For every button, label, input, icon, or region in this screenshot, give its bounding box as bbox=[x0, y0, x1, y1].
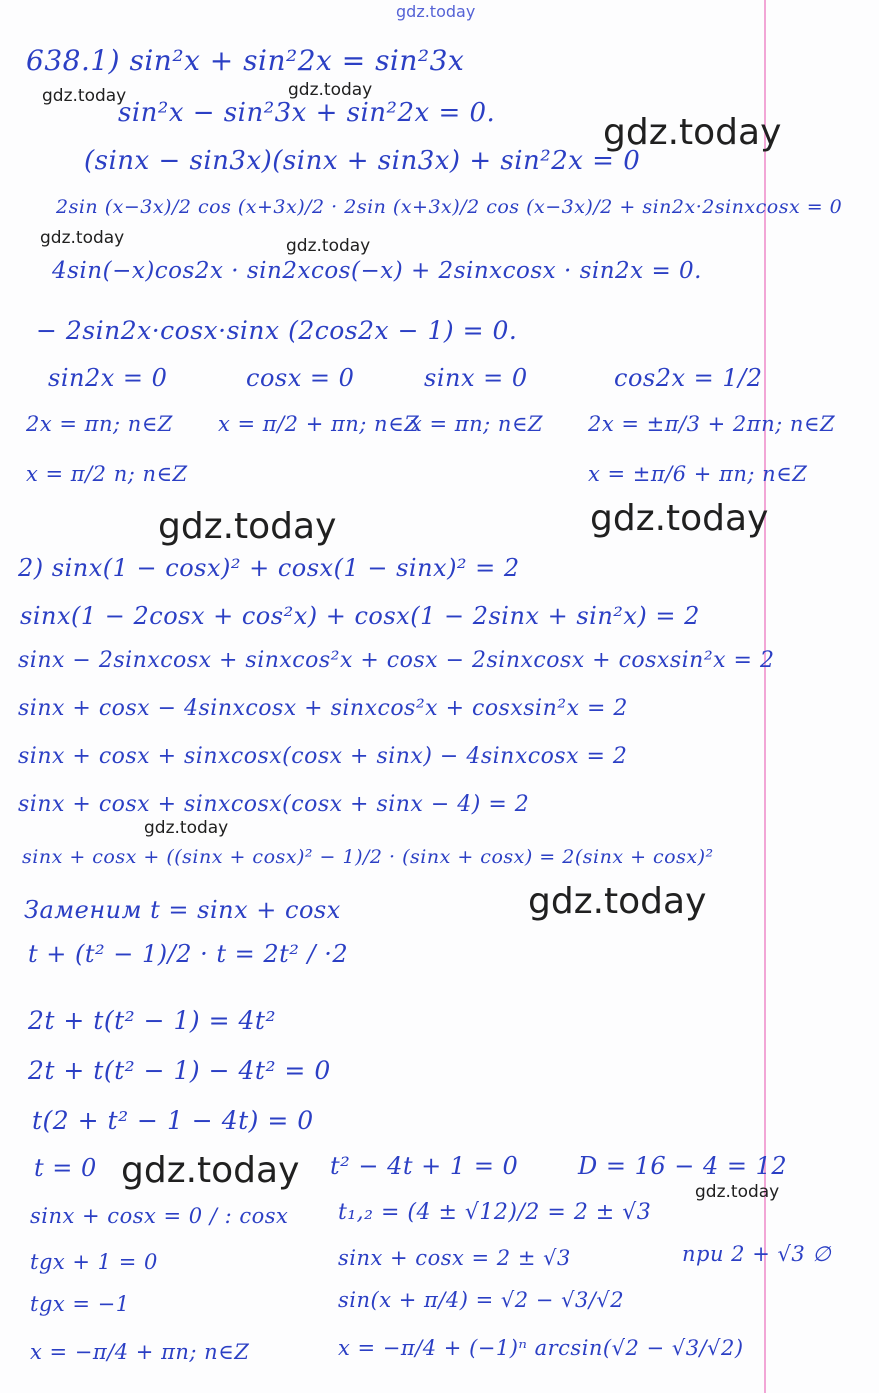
math-line: sinx + cosx = 0 / : cosx bbox=[30, 1204, 289, 1228]
math-line: x = −π/4 + πn; n∈Z bbox=[30, 1340, 250, 1364]
math-line: (sinx − sin3x)(sinx + sin3x) + sin²2x = 0 bbox=[84, 146, 641, 176]
math-line: cos2x = 1/2 bbox=[614, 364, 763, 392]
watermark: gdz.today bbox=[603, 112, 782, 153]
math-line: 4sin(−x)cos2x · sin2xcos(−x) + 2sinxcosx · sin2x = 0. bbox=[52, 258, 702, 284]
watermark: gdz.today bbox=[396, 2, 476, 21]
watermark: gdz.today bbox=[121, 1150, 300, 1191]
math-line: cosx = 0 bbox=[246, 364, 355, 392]
math-line: − 2sin2x·cosx·sinx (2cos2x − 1) = 0. bbox=[36, 316, 518, 345]
math-line: sinx + cosx + sinxcosx(cosx + sinx) − 4sinxcosx = 2 bbox=[18, 744, 628, 769]
math-line: sinx(1 − 2cosx + cos²x) + cosx(1 − 2sinx + sin²x) = 2 bbox=[20, 602, 700, 630]
watermark: gdz.today bbox=[286, 236, 371, 256]
math-line: t(2 + t² − 1 − 4t) = 0 bbox=[32, 1106, 314, 1135]
math-line: x = ±π/6 + πn; n∈Z bbox=[588, 462, 808, 486]
watermark: gdz.today bbox=[695, 1182, 780, 1202]
math-line: sinx − 2sinxcosx + sinxcos²x + cosx − 2sinxcosx + cosxsin²x = 2 bbox=[18, 648, 775, 673]
watermark: gdz.today bbox=[42, 86, 127, 106]
math-line: sinx + cosx + sinxcosx(cosx + sinx − 4) = 2 bbox=[18, 792, 530, 817]
math-line: 2sin (x−3x)/2 cos (x+3x)/2 · 2sin (x+3x)/2 cos (x−3x)/2 + sin2x·2sinxcosx = 0 bbox=[56, 196, 843, 218]
math-line: t = 0 bbox=[34, 1154, 97, 1182]
math-line: 2t + t(t² − 1) − 4t² = 0 bbox=[28, 1056, 331, 1085]
math-line: sinx = 0 bbox=[424, 364, 528, 392]
math-line: при 2 + √3 ∅ bbox=[682, 1242, 832, 1266]
math-line: sinx + cosx = 2 ± √3 bbox=[338, 1246, 571, 1270]
math-line: D = 16 − 4 = 12 bbox=[578, 1152, 788, 1180]
math-line: t₁,₂ = (4 ± √12)/2 = 2 ± √3 bbox=[338, 1200, 652, 1225]
math-line: sin(x + π/4) = √2 − √3/√2 bbox=[338, 1288, 625, 1312]
watermark: gdz.today bbox=[590, 498, 769, 539]
math-line: t + (t² − 1)/2 · t = 2t² / ·2 bbox=[28, 940, 349, 968]
math-line: x = −π/4 + (−1)ⁿ arcsin(√2 − √3/√2) bbox=[338, 1336, 744, 1360]
math-line: x = π/2 + πn; n∈Z bbox=[218, 412, 420, 436]
task-line: 2) sinx(1 − cosx)² + cosx(1 − sinx)² = 2 bbox=[18, 554, 520, 582]
math-line: Заменим t = sinx + cosx bbox=[24, 896, 341, 924]
math-line: 2x = ±π/3 + 2πn; n∈Z bbox=[588, 412, 836, 436]
watermark: gdz.today bbox=[288, 80, 373, 100]
math-line: sinx + cosx − 4sinxcosx + sinxcos²x + cosxsin²x = 2 bbox=[18, 696, 628, 721]
math-line: t² − 4t + 1 = 0 bbox=[330, 1152, 519, 1180]
math-line: 2x = πn; n∈Z bbox=[26, 412, 173, 436]
watermark: gdz.today bbox=[158, 506, 337, 547]
math-line: x = πn; n∈Z bbox=[410, 412, 544, 436]
math-line: sin2x = 0 bbox=[48, 364, 168, 392]
watermark: gdz.today bbox=[144, 818, 229, 838]
math-line: sinx + cosx + ((sinx + cosx)² − 1)/2 · (sinx + cosx) = 2(sinx + cosx)² bbox=[22, 846, 714, 868]
watermark: gdz.today bbox=[528, 881, 707, 922]
math-line: 2t + t(t² − 1) = 4t² bbox=[28, 1006, 276, 1035]
math-line: sin²x − sin²3x + sin²2x = 0. bbox=[118, 98, 496, 128]
math-line: tgx = −1 bbox=[30, 1292, 130, 1316]
watermark: gdz.today bbox=[40, 228, 125, 248]
task-line: 638.1) sin²x + sin²2x = sin²3x bbox=[26, 44, 465, 77]
math-line: tgx + 1 = 0 bbox=[30, 1250, 158, 1274]
math-line: x = π/2 n; n∈Z bbox=[26, 462, 188, 486]
